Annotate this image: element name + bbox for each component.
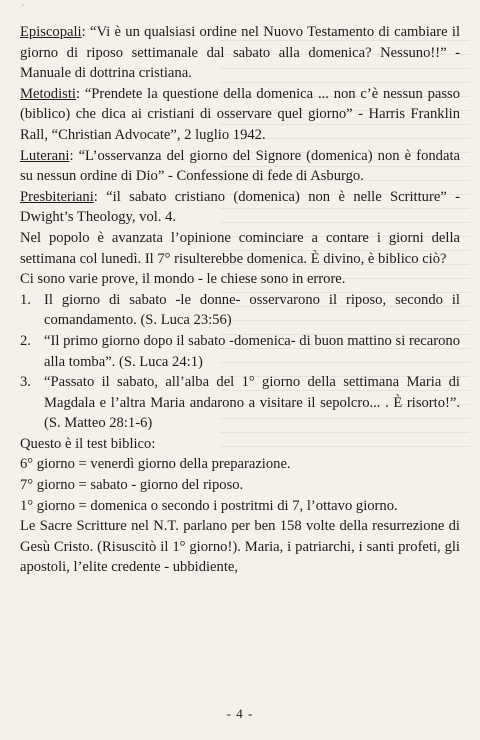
list-item-text: “Il primo giorno dopo il sabato -domenica- di buon mattino si recarono alla tomba”. (S. Luca 24:1) — [44, 332, 460, 370]
list-item — [20, 290, 460, 331]
label-episcopali: Episcopali — [20, 24, 82, 40]
text-presbiteriani: : “il sabato cristiano (domenica) non è nelle Scritture” - Dwight’s Theology, vol. 4. — [20, 188, 460, 226]
list-item-number: 1. — [20, 291, 31, 308]
list-item-number: 3. — [20, 374, 31, 391]
corner-mark: ´ — [21, 4, 25, 15]
proof-list — [20, 290, 460, 434]
paragraph-opinione: Nel popolo è avanzata l’opinione cominciare a contare i giorni della settimana col lunedì. Il 7° risulterebbe domenica. È divino, è biblico ciò? — [20, 229, 460, 267]
list-item — [20, 372, 460, 434]
test-line-1: 1° giorno = domenica o secondo i postritmi di 7, l’ottavo giorno. — [20, 497, 398, 514]
label-presbiteriani: Presbiteriani — [20, 188, 94, 205]
paragraph-luterani — [20, 146, 460, 187]
list-item-text: Il giorno di sabato -le donne- osservarono il riposo, secondo il comandamento. (S. Luca 23:56) — [44, 291, 460, 329]
list-item-text: “Passato il sabato, all’alba del 1° giorno della settimana Maria di Magdala e l’altra Maria andarono a visitare il sepolcro... . È risorto!”. (S. Matteo 28:1-6) — [44, 374, 460, 432]
text-metodisti: : “Prendete la questione della domenica ... non c’è nessun passo (biblico) che dica ai cristiani di osservare quel giorno” - Harris Franklin Rall, “Christian Advocate”, 2 luglio 1942. — [20, 85, 460, 143]
test-line-7: 7° giorno = sabato - giorno del riposo. — [20, 477, 244, 494]
label-luterani: Luterani — [20, 147, 70, 164]
test-line-6: 6° giorno = venerdì giorno della preparazione. — [20, 456, 291, 473]
paragraph-metodisti — [20, 84, 460, 146]
list-item-number: 2. — [20, 332, 31, 349]
test-intro: Questo è il test biblico: — [20, 435, 156, 452]
paragraph-closing: Le Sacre Scritture nel N.T. parlano per ben 158 volte della resurrezione di Gesù Cristo. (Risuscitò il 1° giorno!). Maria, i patriarchi, i santi profeti, gli apostoli, l’elite credente - ubbidiente, — [20, 518, 460, 576]
paragraph-presbiteriani — [20, 187, 460, 228]
paragraph-episcopali — [20, 22, 460, 84]
page-number: - 4 - — [226, 706, 254, 721]
paragraph-prove: Ci sono varie prove, il mondo - le chiese sono in errore. — [20, 271, 346, 288]
list-item — [20, 331, 460, 372]
text-episcopali: : “Vi è un qualsiasi ordine nel Nuovo Testamento di cambiare il giorno di riposo settimanale dal sabato alla domenica? Nessuno!!” - Manuale di dottrina cristiana. — [20, 24, 460, 82]
label-metodisti: Metodisti — [20, 85, 76, 102]
text-luterani: : “L’osservanza del giorno del Signore (domenica) non è fondata su nessun ordine di Dio” - Confessione di fede di Asburgo. — [20, 147, 460, 185]
